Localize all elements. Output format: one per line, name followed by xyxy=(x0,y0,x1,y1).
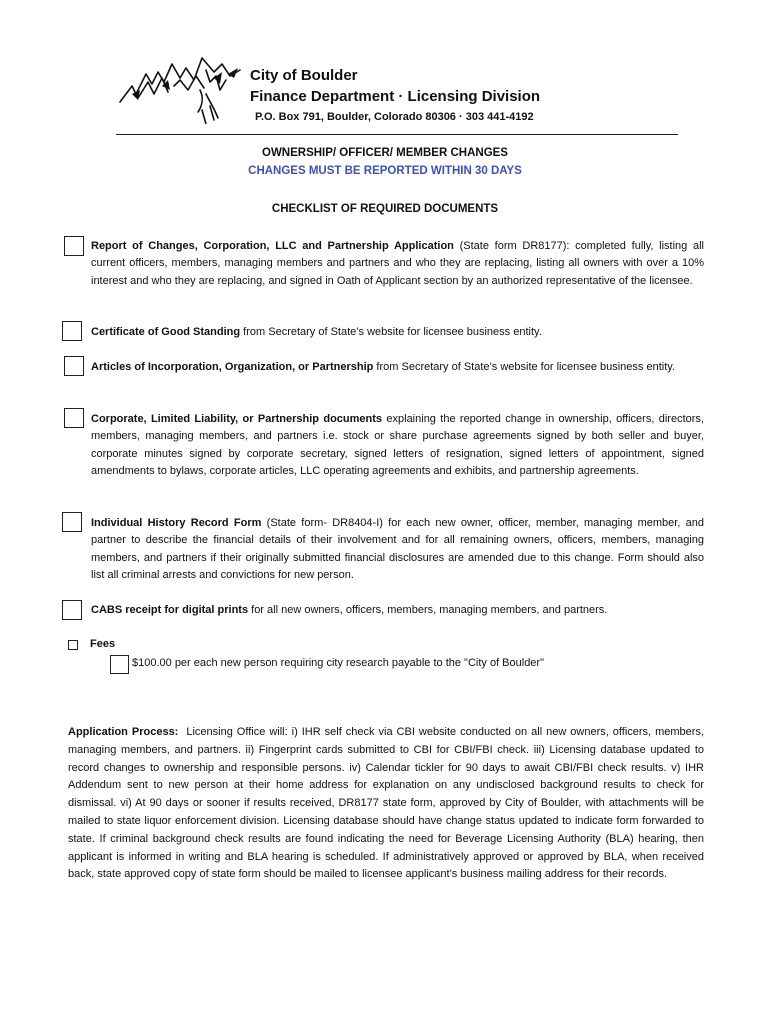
item-title: Corporate, Limited Liability, or Partnership documents xyxy=(91,413,383,425)
checkbox-cabs-receipt[interactable] xyxy=(62,600,82,620)
city-logo-icon xyxy=(118,50,246,124)
checklist-item-cabs-receipt xyxy=(91,602,704,619)
city-name: City of Boulder xyxy=(250,67,358,84)
fees-label: Fees xyxy=(90,638,116,650)
item-description: explaining the reported change in ownership, officers, directors, members, managing members, and partners i.e. stock or share purchase agreements signed by both seller and buyer, corporate minutes signed by corporate secretary, signed letters of resignation, signed letters of appointment, signed amendments to bylaws, corporate articles, LLC operating agreements and exhibits, and partnership agreements. xyxy=(91,413,704,478)
item-title: Report of Changes, Corporation, LLC and Partnership Application xyxy=(91,240,454,252)
checkbox-fee-city-research[interactable] xyxy=(110,655,129,674)
checkbox-fees[interactable] xyxy=(68,640,78,650)
process-label: Application Process: xyxy=(68,726,179,738)
checklist-item-good-standing xyxy=(91,324,704,341)
checkbox-individual-history[interactable] xyxy=(62,512,82,532)
deadline-notice: CHANGES MUST BE REPORTED WITHIN 30 DAYS xyxy=(248,165,522,177)
item-title: Certificate of Good Standing xyxy=(91,326,241,338)
document-title: OWNERSHIP/ OFFICER/ MEMBER CHANGES xyxy=(262,147,508,159)
checkbox-corporate-documents[interactable] xyxy=(64,408,84,428)
item-title: Individual History Record Form xyxy=(91,517,262,529)
application-process xyxy=(68,724,708,884)
process-description: Licensing Office will: i) IHR self check via CBI website conducted on all new owners, officers, members, managing members, and partners. ii) Fingerprint cards submitted to CBI for CBI/FBI check. iii) Licensing database updated to record changes to ownership and responsible persons. iv) Calendar tickler for 90 days to await CBI/FBI check results. v) IHR Addendum sent to new person at their home address for explanation on any undisclosed background results to check for dismissal. vi) At 90 days or sooner if results received, DR8177 state form, approved by City of Boulder, with attachments will be mailed to state liquor enforcement division. Licensing database should have change status updated to indicate form forwarded to state. If criminal background check results are found indicating the need for Beverage Licensing Authority (BLA) hearing, then applicant is informed in writing and BLA hearing is scheduled. If administratively approved or approved by BLA, when received back, state approved copy of state form should be mailed to licensee applicant’s business mailing address for their records. xyxy=(68,726,708,881)
checklist-item-corporate-documents xyxy=(91,411,704,481)
checkbox-report-of-changes[interactable] xyxy=(64,236,84,256)
fee-city-research: $100.00 per each new person requiring city research payable to the "City of Boulder" xyxy=(132,657,544,669)
item-description: (State form- DR8404-I) for each new owner, officer, member, managing member, and partner to describe the financial details of their involvement and for all remaining owners, officers, members, managing members, and partners if their originally submitted financial disclosures are amended due to this change. Form should also list all criminal arrests and convictions for new person. xyxy=(91,517,704,582)
checklist-item-individual-history xyxy=(91,515,704,585)
contact-address: P.O. Box 791, Boulder, Colorado 80306 · 303 441-4192 xyxy=(255,111,534,123)
item-description: from Secretary of State’s website for licensee business entity. xyxy=(240,326,542,338)
item-title: Articles of Incorporation, Organization, or Partnership xyxy=(91,361,374,373)
checklist-heading: CHECKLIST OF REQUIRED DOCUMENTS xyxy=(271,203,499,215)
item-title: CABS receipt for digital prints xyxy=(91,604,249,616)
header-divider xyxy=(116,134,678,135)
item-description: (State form DR8177): completed fully, listing all current officers, members, managing members and partners and who they are replacing, listing all owners with over a 10% interest and who they are replacing, and signed in Oath of Applicant section by an authorized representative of the licensee. xyxy=(91,240,704,287)
department-name: Finance Department · Licensing Division xyxy=(250,88,541,105)
checkbox-good-standing[interactable] xyxy=(62,321,82,341)
checklist-item-report-of-changes xyxy=(91,238,704,290)
item-description: for all new owners, officers, members, managing members, and partners. xyxy=(248,604,608,616)
checklist-item-articles xyxy=(91,359,704,376)
checkbox-articles[interactable] xyxy=(64,356,84,376)
item-description: from Secretary of State’s website for licensee business entity. xyxy=(373,361,675,373)
